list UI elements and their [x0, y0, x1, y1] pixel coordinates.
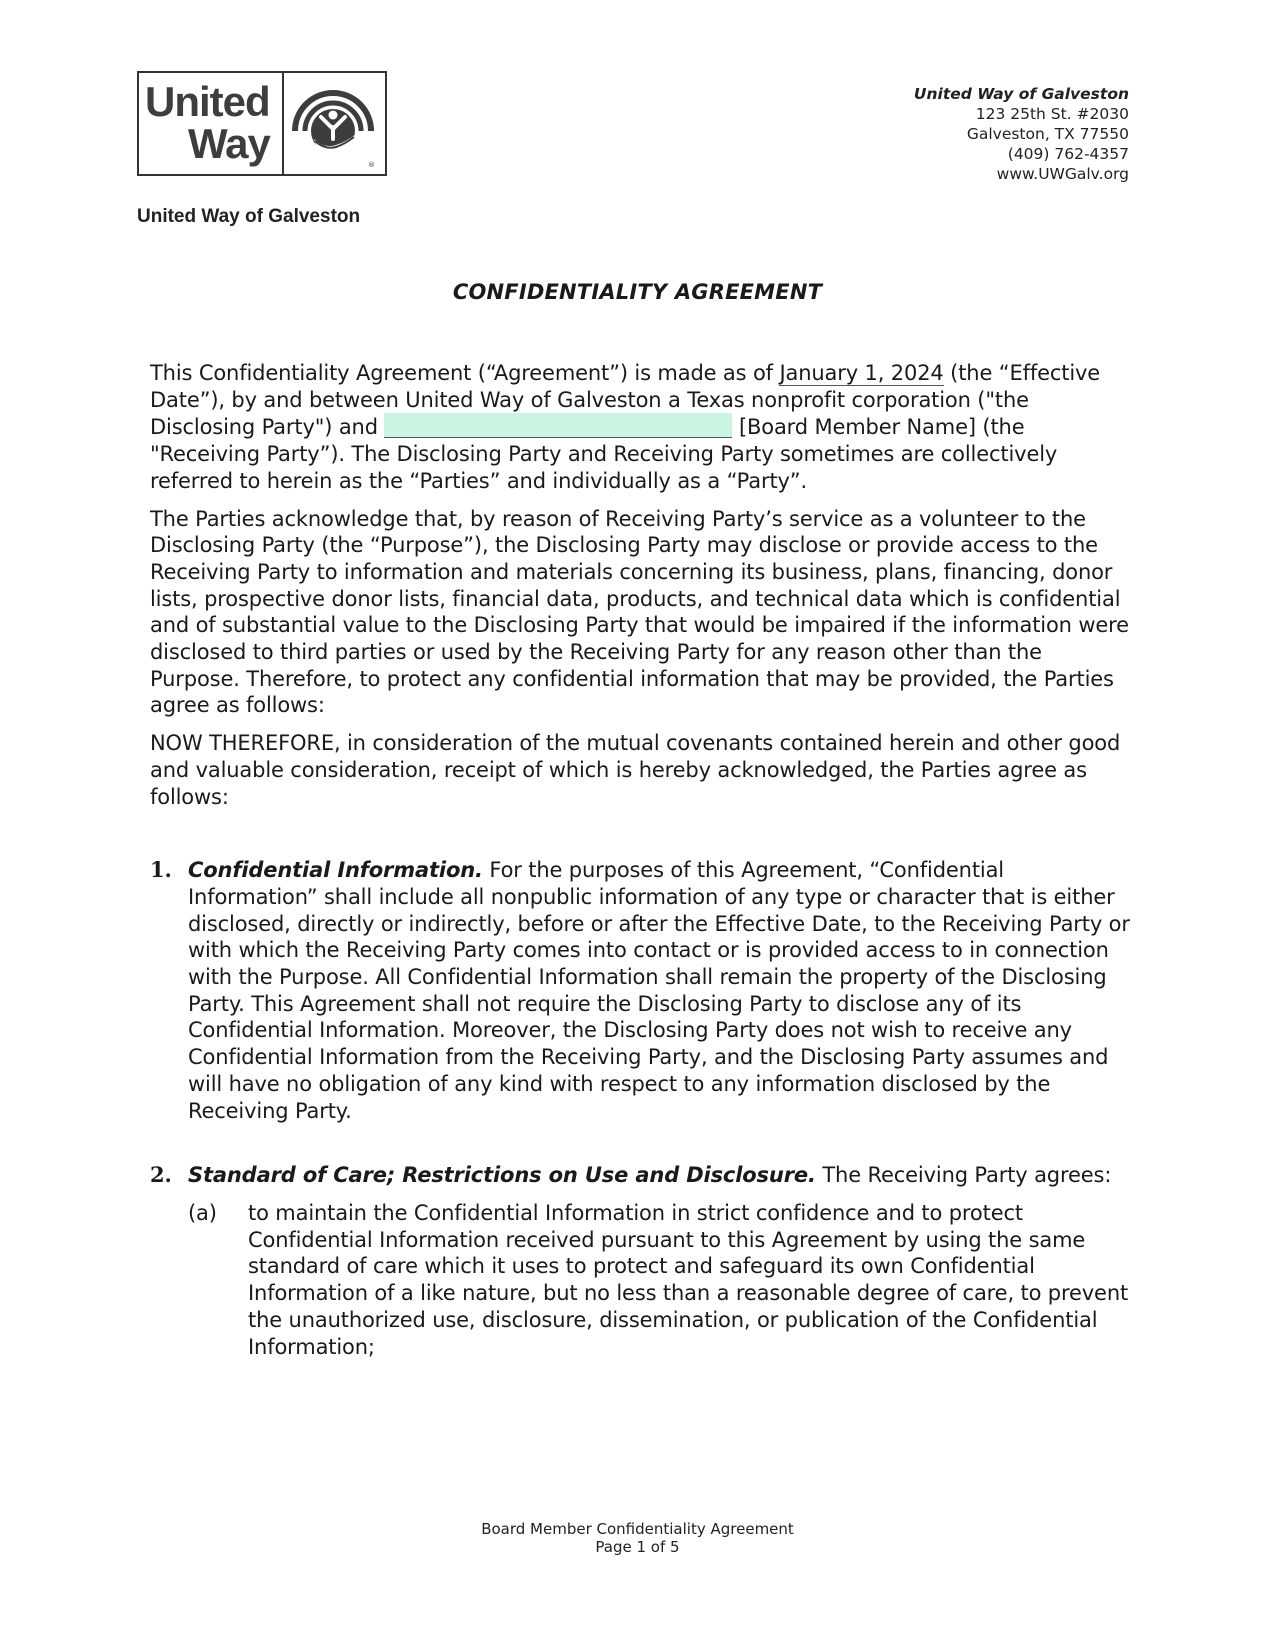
document-body	[150, 360, 1135, 1398]
document-title: CONFIDENTIALITY AGREEMENT	[452, 280, 823, 304]
section-text: The Receiving Party agrees:	[815, 1163, 1112, 1188]
footer-doc-name: Board Member Confidentiality Agreement	[481, 1520, 794, 1538]
list-item-label: (a)	[188, 1200, 217, 1225]
intro-paragraph-1	[150, 360, 1135, 495]
section-heading: Standard of Care; Restrictions on Use and Disclosure.	[188, 1163, 816, 1188]
section-1	[150, 857, 1135, 1124]
address-org-name: United Way of Galveston	[913, 85, 1129, 103]
logo-divider	[282, 73, 284, 174]
address-city: Galveston, TX 77550	[966, 125, 1129, 143]
org-address-block	[914, 84, 1129, 184]
intro-p1-middle: (the “Effective Date”), by and between United Way of Galveston a Texas nonprofit corporation ("the Disclosing Party") and	[150, 361, 1101, 440]
footer-page-number: Page 1 of 5	[595, 1538, 680, 1556]
address-phone: (409) 762-4357	[1007, 145, 1129, 163]
hand-rainbow-emblem-icon	[288, 79, 378, 169]
section-number: 1.	[150, 857, 172, 883]
org-subtitle: United Way of Galveston	[137, 206, 361, 227]
registered-mark: ®	[368, 161, 375, 169]
logo-text-united: United	[145, 78, 270, 125]
section-heading: Confidential Information.	[188, 858, 483, 883]
effective-date-field: January 1, 2024	[779, 361, 944, 385]
address-street: 123 25th St. #2030	[975, 105, 1129, 123]
section-text: For the purposes of this Agreement, “Confidential Information” shall include all nonpublic information of any type or character that is either disclosed, directly or indirectly, before or after the Effective Date, to the Receiving Party or with which the Receiving Party comes into contact or is provided access to in connection with the Purpose. All Confidential Information shall remain the property of the Disclosing Party. This Agreement shall not require the Disclosing Party to disclose any of its Confidential Information. Moreover, the Disclosing Party does not wish to receive any Confidential Information from the Receiving Party, and the Disclosing Party assumes and will have no obligation of any kind with respect to any information disclosed by the Receiving Party.	[188, 858, 1130, 1123]
section-2	[150, 1162, 1135, 1360]
logo-text-way: Way	[188, 120, 270, 167]
address-website: www.UWGalv.org	[996, 165, 1129, 183]
intro-paragraph-2: The Parties acknowledge that, by reason of Receiving Party’s service as a volunteer to the Disclosing Party (the “Purpose”), the Disclosing Party may disclose or provide access to the Receiving Party to information and materials concerning its business, plans, financing, donor lists, prospective donor lists, financial data, products, and technical data which is confidential and of substantial value to the Disclosing Party that would be impaired if the information were disclosed to third parties or used by the Receiving Party for any reason other than the Purpose. Therefore, to protect any confidential information that may be provided, the Parties agree as follows:	[150, 506, 1129, 718]
intro-p1-end: [Board Member Name] (the "Receiving Party”). The Disclosing Party and Receiving Party sometimes are collectively referred to herein as the “Parties” and individually as a “Party”.	[150, 415, 1058, 493]
page-footer	[0, 1520, 1275, 1556]
board-member-name-field[interactable]	[384, 413, 732, 438]
intro-paragraph-3: NOW THEREFORE, in consideration of the mutual covenants contained herein and other good and valuable consideration, receipt of which is hereby acknowledged, the Parties agree as follows:	[150, 731, 1121, 809]
list-item-text: to maintain the Confidential Information in strict confidence and to protect Confidential Information received pursuant to this Agreement by using the same standard of care which it uses to protect and safeguard its own Confidential Information of a like nature, but no less than a reasonable degree of care, to prevent the unauthorized use, disclosure, dissemination, or publication of the Confidential Information;	[248, 1200, 1129, 1359]
list-item	[188, 1200, 1135, 1360]
section-number: 2.	[150, 1162, 172, 1188]
intro-p1-start: This Confidentiality Agreement (“Agreement”) is made as of	[150, 361, 780, 385]
united-way-logo	[137, 71, 387, 176]
